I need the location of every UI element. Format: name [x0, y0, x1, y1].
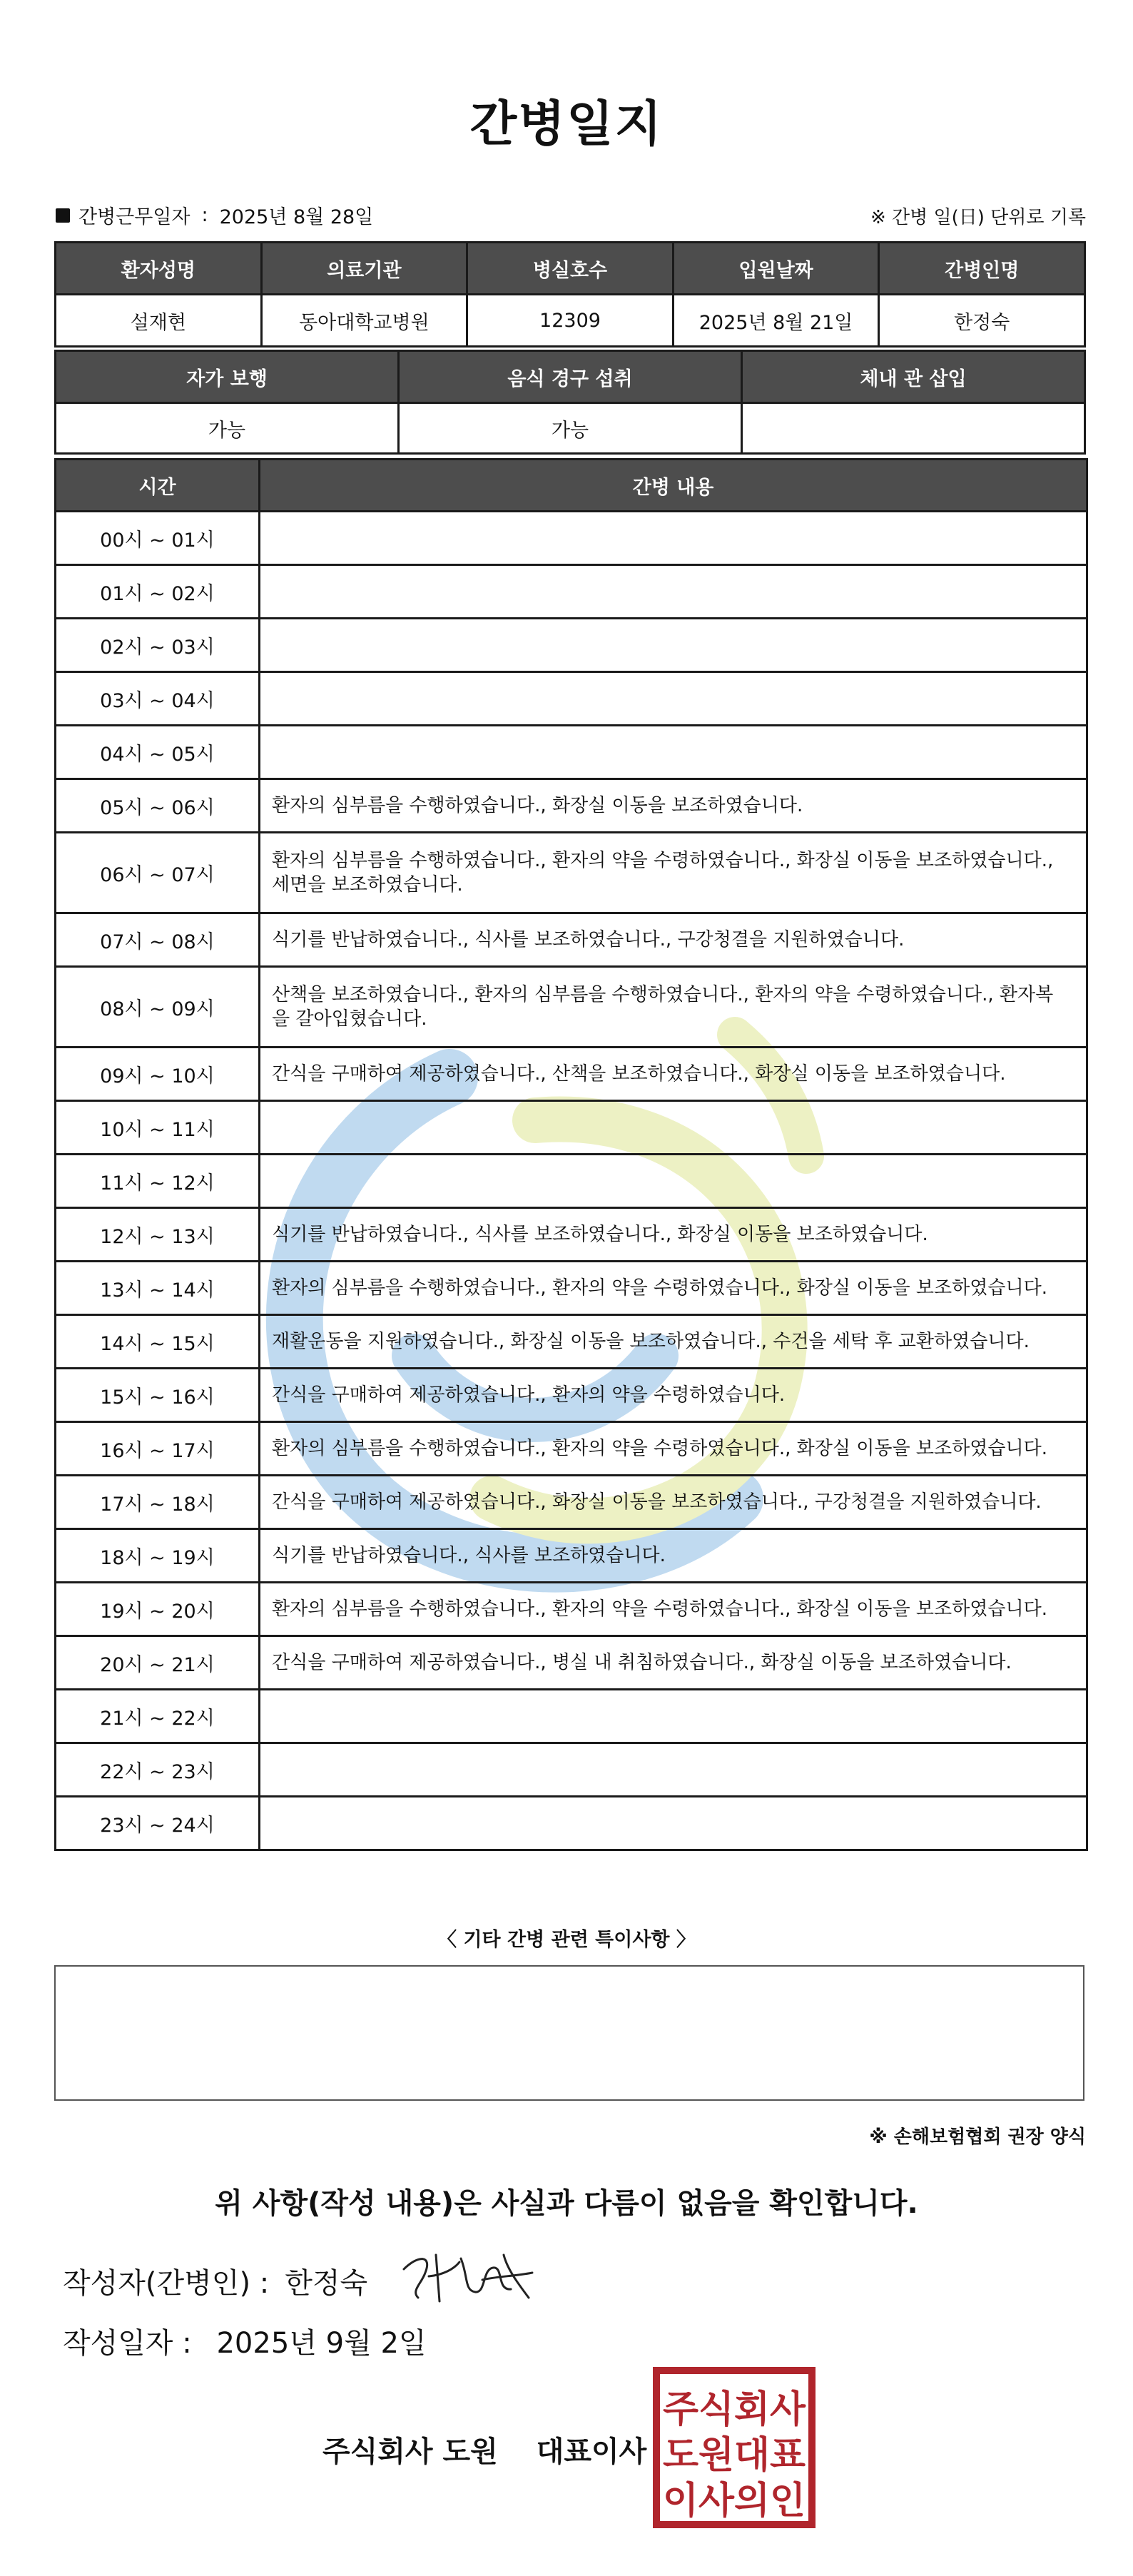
table-row	[56, 967, 1087, 1048]
table-row	[56, 1422, 1087, 1476]
work-date-label: 간병근무일자	[78, 206, 190, 228]
page-title: 간병일지	[469, 96, 664, 153]
care-content	[260, 565, 1087, 619]
header-tube-insertion: 체내 관 삽입	[742, 351, 1085, 403]
table-row	[56, 619, 1087, 672]
table-row	[56, 1797, 1087, 1850]
time-slot: 04시 ~ 05시	[56, 726, 260, 779]
patient-info-table	[54, 241, 1086, 348]
patient-status-header-row	[56, 351, 1085, 403]
header-care-content: 간병 내용	[260, 460, 1087, 512]
table-row	[56, 726, 1087, 779]
table-row	[56, 512, 1087, 565]
work-date-value: 2025년 8월 28일	[219, 206, 374, 228]
patient-info-header-row	[56, 243, 1085, 295]
time-slot: 15시 ~ 16시	[56, 1369, 260, 1422]
time-slot: 19시 ~ 20시	[56, 1583, 260, 1636]
care-content: 환자의 심부름을 수행하였습니다., 환자의 약을 수령하였습니다., 화장실 이동을 보조하였습니다.	[260, 1262, 1087, 1315]
header-time: 시간	[56, 460, 260, 512]
written-date-label: 작성일자 :	[63, 2327, 192, 2360]
signature-icon	[397, 2241, 539, 2312]
company-seal-icon	[652, 2366, 816, 2529]
table-row	[56, 1743, 1087, 1797]
time-slot: 08시 ~ 09시	[56, 967, 260, 1048]
care-content	[260, 672, 1087, 726]
time-slot: 11시 ~ 12시	[56, 1155, 260, 1208]
svg-text:주식회사: 주식회사	[663, 2388, 806, 2431]
header-caregiver-name: 간병인명	[879, 243, 1085, 295]
daily-record-note: ※ 간병 일(日) 단위로 기록	[870, 207, 1086, 228]
representative-title: 대표이사	[536, 2435, 647, 2468]
time-slot: 05시 ~ 06시	[56, 779, 260, 833]
writer-line	[63, 2261, 367, 2301]
oral-intake-value: 가능	[399, 403, 742, 454]
table-row	[56, 1262, 1087, 1315]
table-row	[56, 1583, 1087, 1636]
header-admission-date: 입원날짜	[673, 243, 879, 295]
care-content	[260, 1690, 1087, 1743]
table-row	[56, 1155, 1087, 1208]
table-row	[56, 1369, 1087, 1422]
time-slot: 07시 ~ 08시	[56, 913, 260, 967]
care-content: 간식을 구매하여 제공하였습니다., 산책을 보조하였습니다., 화장실 이동을 보조하였습니다.	[260, 1048, 1087, 1101]
care-log-table	[54, 458, 1088, 1851]
work-date-separator: :	[201, 204, 208, 226]
care-content	[260, 726, 1087, 779]
confirmation-statement: 위 사항(작성 내용)은 사실과 다름이 없음을 확인합니다.	[215, 2187, 918, 2220]
work-date-line	[56, 201, 373, 229]
time-slot: 03시 ~ 04시	[56, 672, 260, 726]
time-slot: 22시 ~ 23시	[56, 1743, 260, 1797]
table-row	[56, 1101, 1087, 1155]
time-slot: 18시 ~ 19시	[56, 1529, 260, 1583]
time-slot: 06시 ~ 07시	[56, 833, 260, 913]
patient-status-table	[54, 350, 1086, 455]
care-content	[260, 1797, 1087, 1850]
care-content	[260, 619, 1087, 672]
time-slot: 10시 ~ 11시	[56, 1101, 260, 1155]
recommended-form-note: ※ 손해보험협회 권장 양식	[869, 2126, 1086, 2148]
care-content: 간식을 구매하여 제공하였습니다., 병실 내 취침하였습니다., 화장실 이동을 보조하였습니다.	[260, 1636, 1087, 1690]
care-content: 산책을 보조하였습니다., 환자의 심부름을 수행하였습니다., 환자의 약을 수령하였습니다., 환자복을 갈아입혔습니다.	[260, 967, 1087, 1048]
header-patient-name: 환자성명	[56, 243, 262, 295]
time-slot: 09시 ~ 10시	[56, 1048, 260, 1101]
care-log-header-row	[56, 460, 1087, 512]
table-row	[56, 1529, 1087, 1583]
written-date-line	[63, 2321, 427, 2361]
patient-info-value-row	[56, 295, 1085, 347]
caregiver-name-value: 한정숙	[879, 295, 1085, 347]
header-oral-intake: 음식 경구 섭취	[399, 351, 742, 403]
time-slot: 20시 ~ 21시	[56, 1636, 260, 1690]
care-content: 간식을 구매하여 제공하였습니다., 화장실 이동을 보조하였습니다., 구강청결을 지원하였습니다.	[260, 1476, 1087, 1529]
notes-title: 〈 기타 간병 관련 특이사항 〉	[437, 1929, 696, 1951]
time-slot: 21시 ~ 22시	[56, 1690, 260, 1743]
header-room-number: 병실호수	[467, 243, 674, 295]
room-number-value: 12309	[467, 295, 674, 347]
time-slot: 13시 ~ 14시	[56, 1262, 260, 1315]
self-walking-value: 가능	[56, 403, 399, 454]
care-content: 환자의 심부름을 수행하였습니다., 환자의 약을 수령하였습니다., 화장실 이동을 보조하였습니다., 세면을 보조하였습니다.	[260, 833, 1087, 913]
header-hospital: 의료기관	[261, 243, 467, 295]
time-slot: 17시 ~ 18시	[56, 1476, 260, 1529]
time-slot: 16시 ~ 17시	[56, 1422, 260, 1476]
table-row	[56, 1476, 1087, 1529]
svg-text:이사의인: 이사의인	[663, 2480, 806, 2522]
care-content: 식기를 반납하였습니다., 식사를 보조하였습니다., 화장실 이동을 보조하였습니다.	[260, 1208, 1087, 1262]
table-row	[56, 1048, 1087, 1101]
care-content	[260, 512, 1087, 565]
care-content: 환자의 심부름을 수행하였습니다., 화장실 이동을 보조하였습니다.	[260, 779, 1087, 833]
care-content	[260, 1155, 1087, 1208]
special-notes-box	[54, 1965, 1084, 2101]
writer-name: 한정숙	[285, 2267, 368, 2300]
care-content: 식기를 반납하였습니다., 식사를 보조하였습니다., 구강청결을 지원하였습니다.	[260, 913, 1087, 967]
time-slot: 00시 ~ 01시	[56, 512, 260, 565]
care-content: 식기를 반납하였습니다., 식사를 보조하였습니다.	[260, 1529, 1087, 1583]
time-slot: 23시 ~ 24시	[56, 1797, 260, 1850]
table-row	[56, 779, 1087, 833]
care-content	[260, 1743, 1087, 1797]
table-row	[56, 1636, 1087, 1690]
table-row	[56, 1690, 1087, 1743]
table-row	[56, 1315, 1087, 1369]
time-slot: 02시 ~ 03시	[56, 619, 260, 672]
admission-date-value: 2025년 8월 21일	[673, 295, 879, 347]
table-row	[56, 913, 1087, 967]
care-content: 재활운동을 지원하였습니다., 화장실 이동을 보조하였습니다., 수건을 세탁 후 교환하였습니다.	[260, 1315, 1087, 1369]
care-content	[260, 1101, 1087, 1155]
table-row	[56, 672, 1087, 726]
patient-name-value: 설재현	[56, 295, 262, 347]
hospital-value: 동아대학교병원	[261, 295, 467, 347]
company-line	[322, 2429, 646, 2470]
bullet-square-icon	[56, 208, 70, 223]
table-row	[56, 565, 1087, 619]
time-slot: 12시 ~ 13시	[56, 1208, 260, 1262]
time-slot: 01시 ~ 02시	[56, 565, 260, 619]
header-self-walking: 자가 보행	[56, 351, 399, 403]
care-content: 환자의 심부름을 수행하였습니다., 환자의 약을 수령하였습니다., 화장실 이동을 보조하였습니다.	[260, 1583, 1087, 1636]
tube-insertion-value	[742, 403, 1085, 454]
care-content: 환자의 심부름을 수행하였습니다., 환자의 약을 수령하였습니다., 화장실 이동을 보조하였습니다.	[260, 1422, 1087, 1476]
time-slot: 14시 ~ 15시	[56, 1315, 260, 1369]
writer-label: 작성자(간병인) :	[63, 2267, 270, 2300]
svg-text:도원대표: 도원대표	[663, 2434, 806, 2477]
table-row	[56, 833, 1087, 913]
written-date-value: 2025년 9월 2일	[216, 2327, 427, 2360]
care-content: 간식을 구매하여 제공하였습니다., 환자의 약을 수령하였습니다.	[260, 1369, 1087, 1422]
company-name: 주식회사 도원	[322, 2435, 498, 2468]
care-log-body	[56, 512, 1087, 1850]
table-row	[56, 1208, 1087, 1262]
patient-status-value-row	[56, 403, 1085, 454]
